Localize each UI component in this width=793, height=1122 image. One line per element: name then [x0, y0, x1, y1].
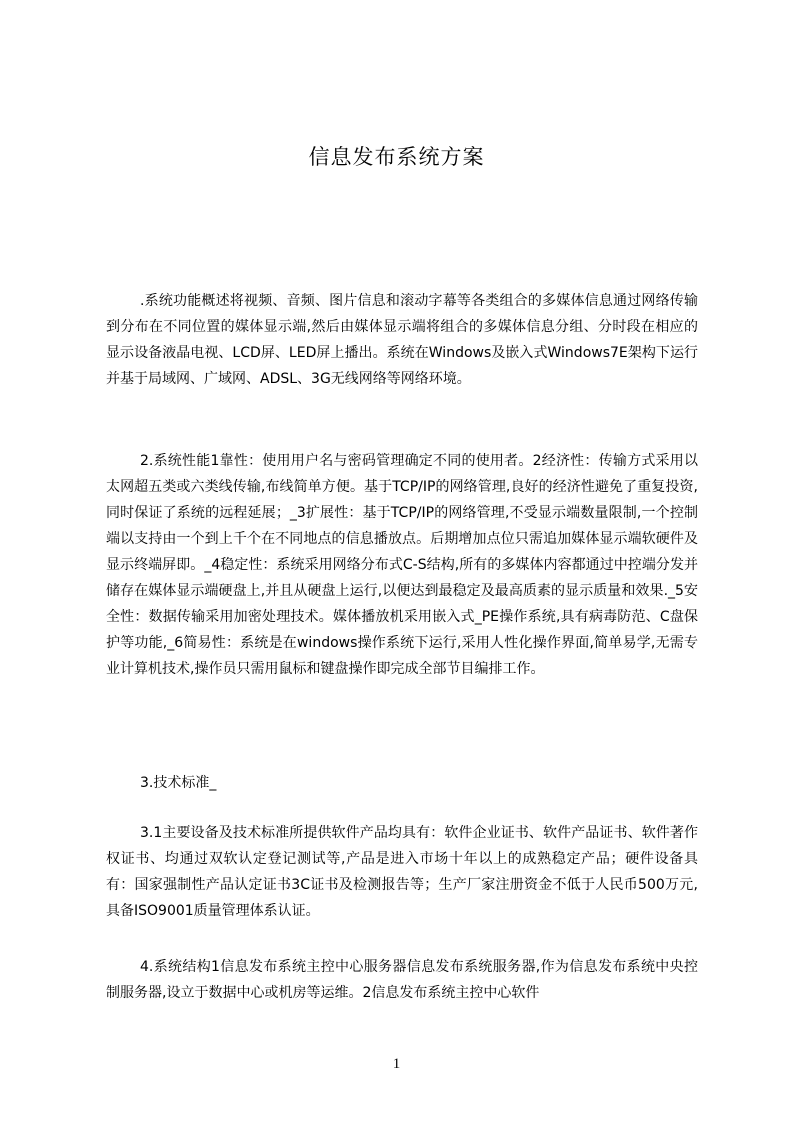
paragraph-system-performance: 2.系统性能1靠性：使用用户名与密码管理确定不同的使用者。2经济性：传输方式采用以太网超五类或六类线传输,布线简单方便。基于TCP/IP的网络管理,良好的经济性避免了重复投资,同时保证了系统的远程延展；_3扩展性：基于TCP/IP的网络管理,不受显示端数量限制,一个控制端以支持由一个到上千个在不同地点的信息播放点。后期增加点位只需追加媒体显示端软硬件及显示终端屏即。_4稳定性：系统采用网络分布式C-S结构,所有的多媒体内容都通过中控端分发并储存在媒体显示端硬盘上,并且从硬盘上运行,以便达到最稳定及最高质素的显示质量和效果._5安全性：数据传输采用加密处理技术。媒体播放机采用嵌入式_PE操作系统,具有病毒防范、C盘保护等功能,_6简易性：系统是在windows操作系统下运行,采用人性化操作界面,简单易学,无需专业计算机技术,操作员只需用鼠标和键盘操作即完成全部节目编排工作。 — [106, 453, 698, 677]
page-number: 1 — [392, 1056, 401, 1072]
document-title: 信息发布系统方案 — [308, 145, 485, 169]
paragraph-equipment-standards: 3.1主要设备及技术标准所提供软件产品均具有：软件企业证书、软件产品证书、软件著作权证书、均通过双软认定登记测试等,产品是进入市场十年以上的成熟稳定产品；硬件设备具有：国家强制性产品认定证书3C证书及检测报告等；生产厂家注册资金不低于人民币500万元,具备ISO9001质量管理体系认证。 — [106, 825, 698, 919]
paragraph-technical-standards: 3.技术标准_ — [140, 775, 217, 791]
paragraph-system-structure: 4.系统结构1信息发布系统主控中心服务器信息发布系统服务器,作为信息发布系统中央控制服务器,设立于数据中心或机房等运维。2信息发布系统主控中心软件 — [106, 959, 698, 1001]
paragraph-system-overview: .系统功能概述将视频、音频、图片信息和滚动字幕等各类组合的多媒体信息通过网络传输到分布在不同位置的媒体显示端,然后由媒体显示端将组合的多媒体信息分组、分时段在相应的显示设备液晶电视、LCD屏、LED屏上播出。系统在Windows及嵌入式Windows7E架构下运行并基于局域网、广域网、ADSL、3G无线网络等网络环境。 — [106, 293, 698, 387]
